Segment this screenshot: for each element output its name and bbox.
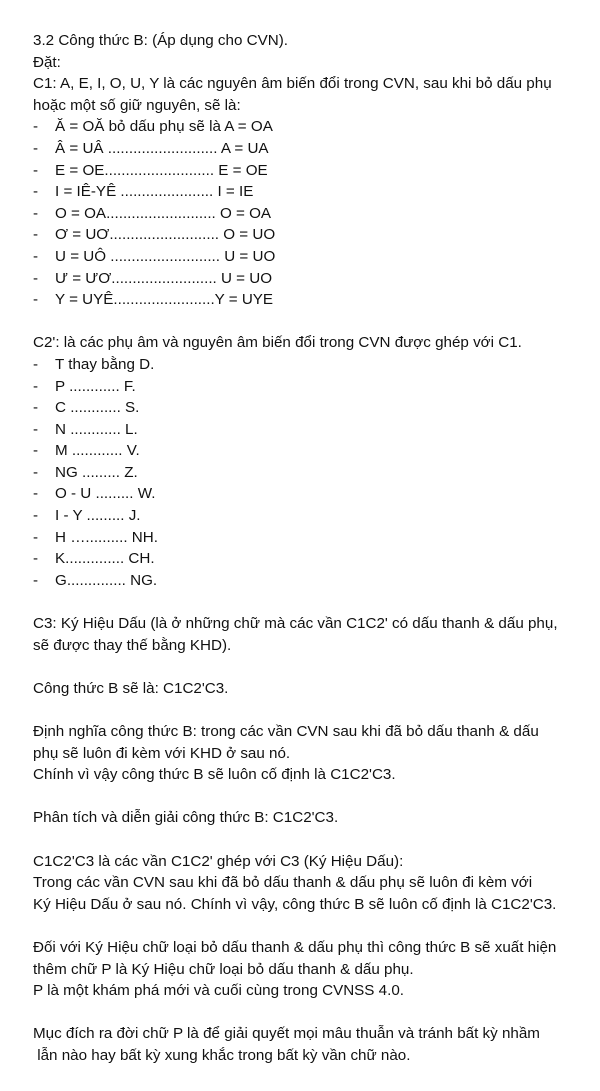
list-item: - N ............ L. xyxy=(33,420,138,438)
formula-line: Công thức B sẽ là: C1C2'C3. xyxy=(33,679,229,697)
list-item: - P ............ F. xyxy=(33,377,136,395)
list-item: - G.............. NG. xyxy=(33,571,158,589)
list-item: - Ơ = UƠ.......................... O = UO xyxy=(33,226,276,244)
p-letter-line: Đối với Ký Hiệu chữ loại bỏ dấu thanh & dấu phụ thì công thức B sẽ xuất hiện xyxy=(33,938,557,956)
c3-line: C3: Ký Hiệu Dấu (là ở những chữ mà các vần C1C2' có dấu thanh & dấu phụ, xyxy=(33,615,558,633)
list-item: - M ............ V. xyxy=(33,442,140,460)
purpose-line: lẫn nào hay bất kỳ xung khắc trong bất kỳ vần chữ nào. xyxy=(33,1046,411,1064)
list-item: - C ............ S. xyxy=(33,399,140,417)
explanation-line: C1C2'C3 là các vần C1C2' ghép với C3 (Ký Hiệu Dấu): xyxy=(33,852,404,870)
list-item: - H ….......... NH. xyxy=(33,528,158,546)
list-item: - I = IÊ-YÊ ...................... I = IE xyxy=(33,183,254,201)
list-item: - E = OE.......................... E = OE xyxy=(33,161,268,179)
analysis-line: Phân tích và diễn giải công thức B: C1C2'C3. xyxy=(33,809,339,827)
list-item: - U = UÔ .......................... U = UO xyxy=(33,247,276,265)
list-item: - O = OA.......................... O = OA xyxy=(33,204,272,222)
definition-line: Chính vì vậy công thức B sẽ luôn cố định là C1C2'C3. xyxy=(33,766,396,784)
definition-line: phụ sẽ luôn đi kèm với KHD ở sau nó. xyxy=(33,744,291,762)
c1-intro-line: C1: A, E, I, O, U, Y là các nguyên âm biến đổi trong CVN, sau khi bỏ dấu phụ xyxy=(33,75,552,93)
list-item: - Ư = ƯƠ......................... U = UO xyxy=(33,269,273,287)
c2-list xyxy=(33,354,580,592)
list-item: - K.............. CH. xyxy=(33,550,155,568)
p-letter-line: P là một khám phá mới và cuối cùng trong CVNSS 4.0. xyxy=(33,982,404,1000)
definition-line: Định nghĩa công thức B: trong các vần CVN sau khi đã bỏ dấu thanh & dấu xyxy=(33,723,539,740)
section-title: 3.2 Công thức B: (Áp dụng cho CVN). xyxy=(33,32,288,49)
explanation-line: Trong các vần CVN sau khi đã bỏ dấu thanh & dấu phụ sẽ luôn đi kèm với xyxy=(33,874,533,892)
list-item: - I - Y ......... J. xyxy=(33,507,141,525)
c3-line: sẽ được thay thế bằng KHD). xyxy=(33,636,232,654)
explanation-line: Ký Hiệu Dấu ở sau nó. Chính vì vậy, công thức B sẽ luôn cố định là C1C2'C3. xyxy=(33,895,557,913)
list-item: - Ă = OĂ bỏ dấu phụ sẽ là A = OA xyxy=(33,118,273,136)
list-item: - T thay bằng D. xyxy=(33,355,155,373)
c2-intro: C2': là các phụ âm và nguyên âm biến đổi trong CVN được ghép với C1. xyxy=(33,334,522,352)
p-letter-line: thêm chữ P là Ký Hiệu chữ loại bỏ dấu thanh & dấu phụ. xyxy=(33,960,414,978)
list-item: - O - U ......... W. xyxy=(33,485,156,503)
dat-label: Đặt: xyxy=(33,53,61,71)
c1-list xyxy=(33,116,580,310)
list-item: - Y = UYÊ........................Y = UYE xyxy=(33,291,274,309)
purpose-line: Mục đích ra đời chữ P là để giải quyết mọi mâu thuẫn và tránh bất kỳ nhầm xyxy=(33,1025,540,1043)
list-item: - Â = UÂ .......................... A = UA xyxy=(33,139,269,157)
c1-intro-line: hoặc một số giữ nguyên, sẽ là: xyxy=(33,96,241,114)
list-item: - NG ......... Z. xyxy=(33,463,138,481)
